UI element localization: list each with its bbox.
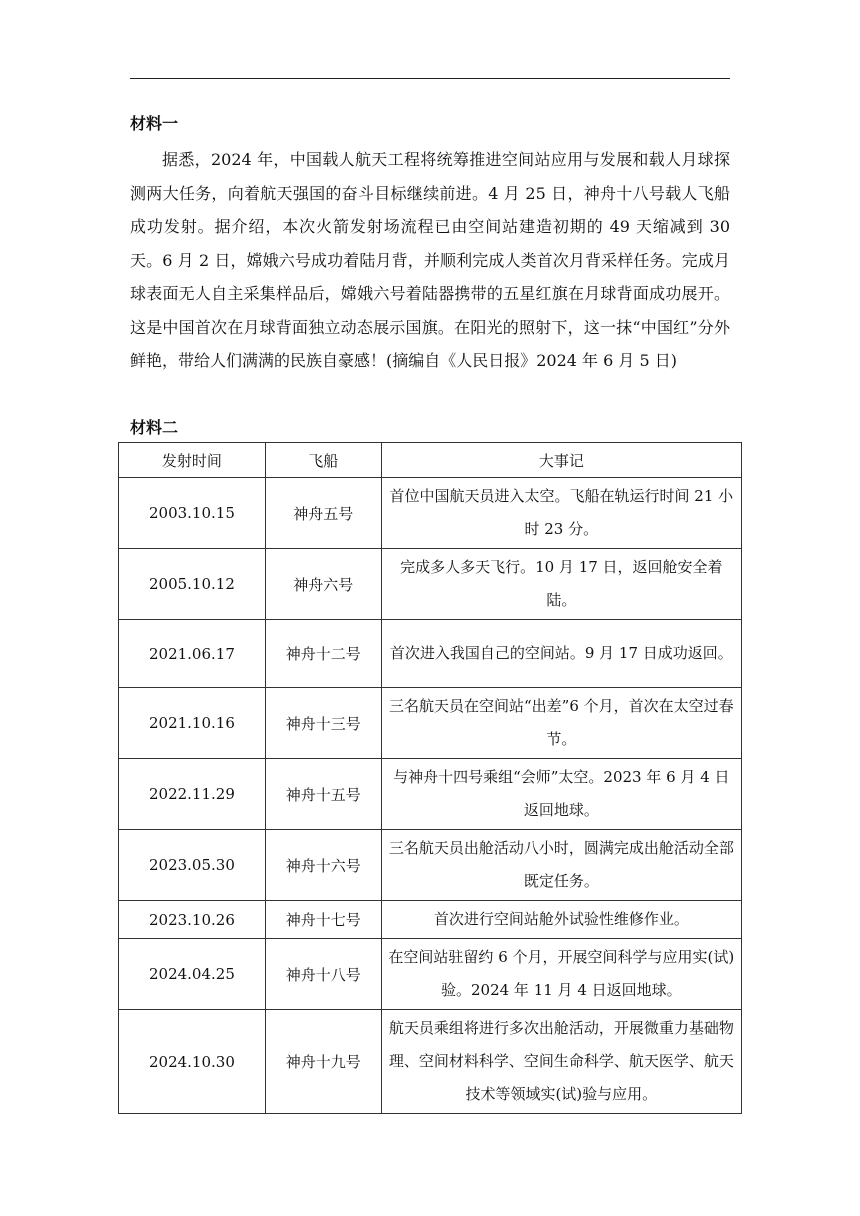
ship-cell: 神舟十三号 <box>265 688 381 759</box>
event-cell: 首位中国航天员进入太空。飞船在轨运行时间 21 小时 23 分。 <box>381 478 741 549</box>
table-row <box>119 830 742 901</box>
column-header-date: 发射时间 <box>119 443 266 478</box>
event-cell: 首次进入我国自己的空间站。9 月 17 日成功返回。 <box>381 620 741 688</box>
ship-cell: 神舟六号 <box>265 549 381 620</box>
spaceflight-table <box>118 442 742 1114</box>
launch-date-cell: 2022.11.29 <box>119 759 266 830</box>
table-row <box>119 759 742 830</box>
ship-cell: 神舟十七号 <box>265 901 381 939</box>
table-row <box>119 620 742 688</box>
launch-date-cell: 2023.10.26 <box>119 901 266 939</box>
launch-date-cell: 2023.05.30 <box>119 830 266 901</box>
table-header-row <box>119 443 742 478</box>
ship-cell: 神舟十五号 <box>265 759 381 830</box>
material-one-heading: 材料一 <box>130 114 179 133</box>
table-row <box>119 939 742 1010</box>
table-row <box>119 1010 742 1114</box>
ship-cell: 神舟十二号 <box>265 620 381 688</box>
ship-cell: 神舟十八号 <box>265 939 381 1010</box>
launch-date-cell: 2003.10.15 <box>119 478 266 549</box>
top-rule <box>130 78 730 79</box>
event-cell: 与神舟十四号乘组“会师”太空。2023 年 6 月 4 日返回地球。 <box>381 759 741 830</box>
ship-cell: 神舟十六号 <box>265 830 381 901</box>
table-row <box>119 478 742 549</box>
column-header-event: 大事记 <box>381 443 741 478</box>
table-row <box>119 901 742 939</box>
event-cell: 航天员乘组将进行多次出舱活动，开展微重力基础物理、空间材料科学、空间生命科学、航天医学、航天技术等领域实(试)验与应用。 <box>381 1010 741 1114</box>
material-one-paragraph: 据悉，2024 年，中国载人航天工程将统筹推进空间站应用与发展和载人月球探测两大任务，向着航天强国的奋斗目标继续前进。4 月 25 日，神舟十八号载人飞船成功发射。据介绍，本次火箭发射场流程已由空间站建造初期的 49 天缩减到 30 天。6 月 2 日，嫦娥六号成功着陆月背，并顺利完成人类首次月背采样任务。完成月球表面无人自主采集样品后，嫦娥六号着陆器携带的五星红旗在月球背面成功展开。这是中国首次在月球背面独立动态展示国旗。在阳光的照射下，这一抹“中国红”分外鲜艳，带给人们满满的民族自豪感！(摘编自《人民日报》2024 年 6 月 5 日) <box>130 150 730 370</box>
launch-date-cell: 2021.10.16 <box>119 688 266 759</box>
launch-date-cell: 2024.04.25 <box>119 939 266 1010</box>
launch-date-cell: 2024.10.30 <box>119 1010 266 1114</box>
column-header-ship: 飞船 <box>265 443 381 478</box>
event-cell: 完成多人多天飞行。10 月 17 日，返回舱安全着陆。 <box>381 549 741 620</box>
ship-cell: 神舟五号 <box>265 478 381 549</box>
ship-cell: 神舟十九号 <box>265 1010 381 1114</box>
event-cell: 在空间站驻留约 6 个月，开展空间科学与应用实(试)验。2024 年 11 月 4 日返回地球。 <box>381 939 741 1010</box>
launch-date-cell: 2005.10.12 <box>119 549 266 620</box>
material-two-heading: 材料二 <box>130 418 179 437</box>
event-cell: 三名航天员在空间站“出差”6 个月，首次在太空过春节。 <box>381 688 741 759</box>
table-row <box>119 688 742 759</box>
event-cell: 首次进行空间站舱外试验性维修作业。 <box>381 901 741 939</box>
event-cell: 三名航天员出舱活动八小时，圆满完成出舱活动全部既定任务。 <box>381 830 741 901</box>
table-row <box>119 549 742 620</box>
launch-date-cell: 2021.06.17 <box>119 620 266 688</box>
